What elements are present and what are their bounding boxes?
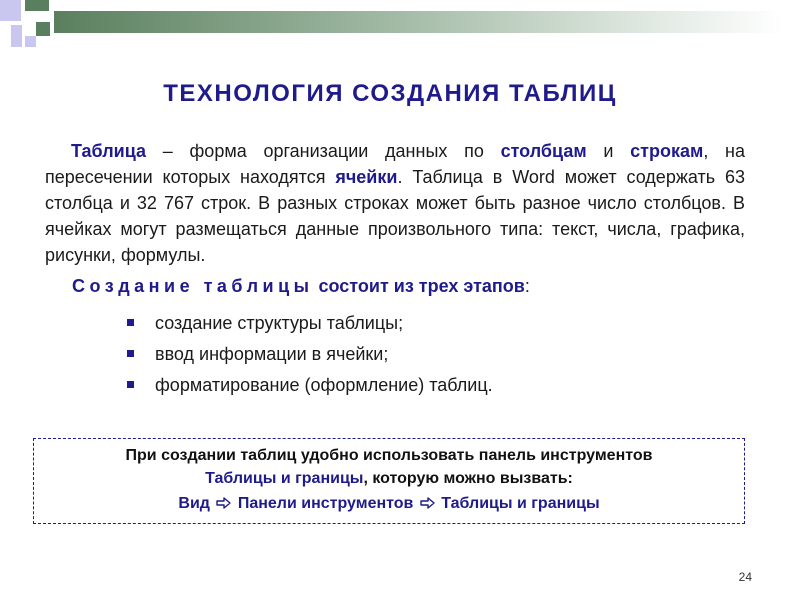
term-table: Таблица bbox=[71, 141, 147, 161]
toolbar-note-box bbox=[33, 438, 745, 524]
term-rows: строкам bbox=[630, 141, 704, 161]
square-bullet-icon bbox=[127, 350, 134, 357]
slide-title: ТЕХНОЛОГИЯ СОЗДАНИЯ ТАБЛИЦ bbox=[163, 80, 617, 107]
term-columns: столбцам bbox=[500, 141, 587, 161]
definition-paragraph: Таблица – форма организации данных по столбцам и строкам, на пересечении которых находятся ячейки. Таблица в Word может содержать 63 столбца и 32 767 строк. В разных строках может быть разное число столбцов. В ячейках могут размещаться данные произвольного типа: текст, числа, графика, рисунки, формулы. bbox=[45, 141, 746, 265]
hollow-right-arrow-icon bbox=[216, 497, 231, 509]
note-line-1: При создании таблиц удобно использовать панель инструментов bbox=[125, 447, 653, 464]
note-line-2: Таблицы и границы, которую можно вызвать: bbox=[205, 470, 573, 487]
list-item: ввод информации в ячейки; bbox=[127, 341, 493, 372]
square-bullet-icon bbox=[127, 319, 134, 326]
deco-square-2 bbox=[25, 0, 49, 11]
deco-square-1 bbox=[0, 0, 21, 21]
menu-path-toolbars: Панели инструментов bbox=[237, 495, 414, 512]
term-cells: ячейки bbox=[335, 167, 398, 187]
toolbar-name: Таблицы и границы bbox=[205, 470, 364, 487]
menu-path-view: Вид bbox=[178, 495, 210, 512]
list-item: создание структуры таблицы; bbox=[127, 310, 493, 341]
deco-square-5 bbox=[36, 22, 50, 36]
list-item: форматирование (оформление) таблиц. bbox=[127, 372, 493, 403]
header-gradient-bar bbox=[54, 11, 784, 33]
deco-square-4 bbox=[25, 36, 36, 47]
square-bullet-icon bbox=[127, 381, 134, 388]
steps-list bbox=[127, 310, 493, 403]
hollow-right-arrow-icon bbox=[420, 497, 435, 509]
page-number: 24 bbox=[738, 570, 752, 584]
menu-path bbox=[34, 495, 744, 513]
deco-square-3 bbox=[11, 25, 22, 47]
menu-path-tables-borders: Таблицы и границы bbox=[441, 495, 600, 512]
stages-spaced-text: Создание таблицы bbox=[72, 276, 314, 296]
stages-tail-text: состоит из трех этапов bbox=[313, 276, 525, 296]
stages-heading: Создание таблицы состоит из трех этапов: bbox=[72, 276, 530, 296]
